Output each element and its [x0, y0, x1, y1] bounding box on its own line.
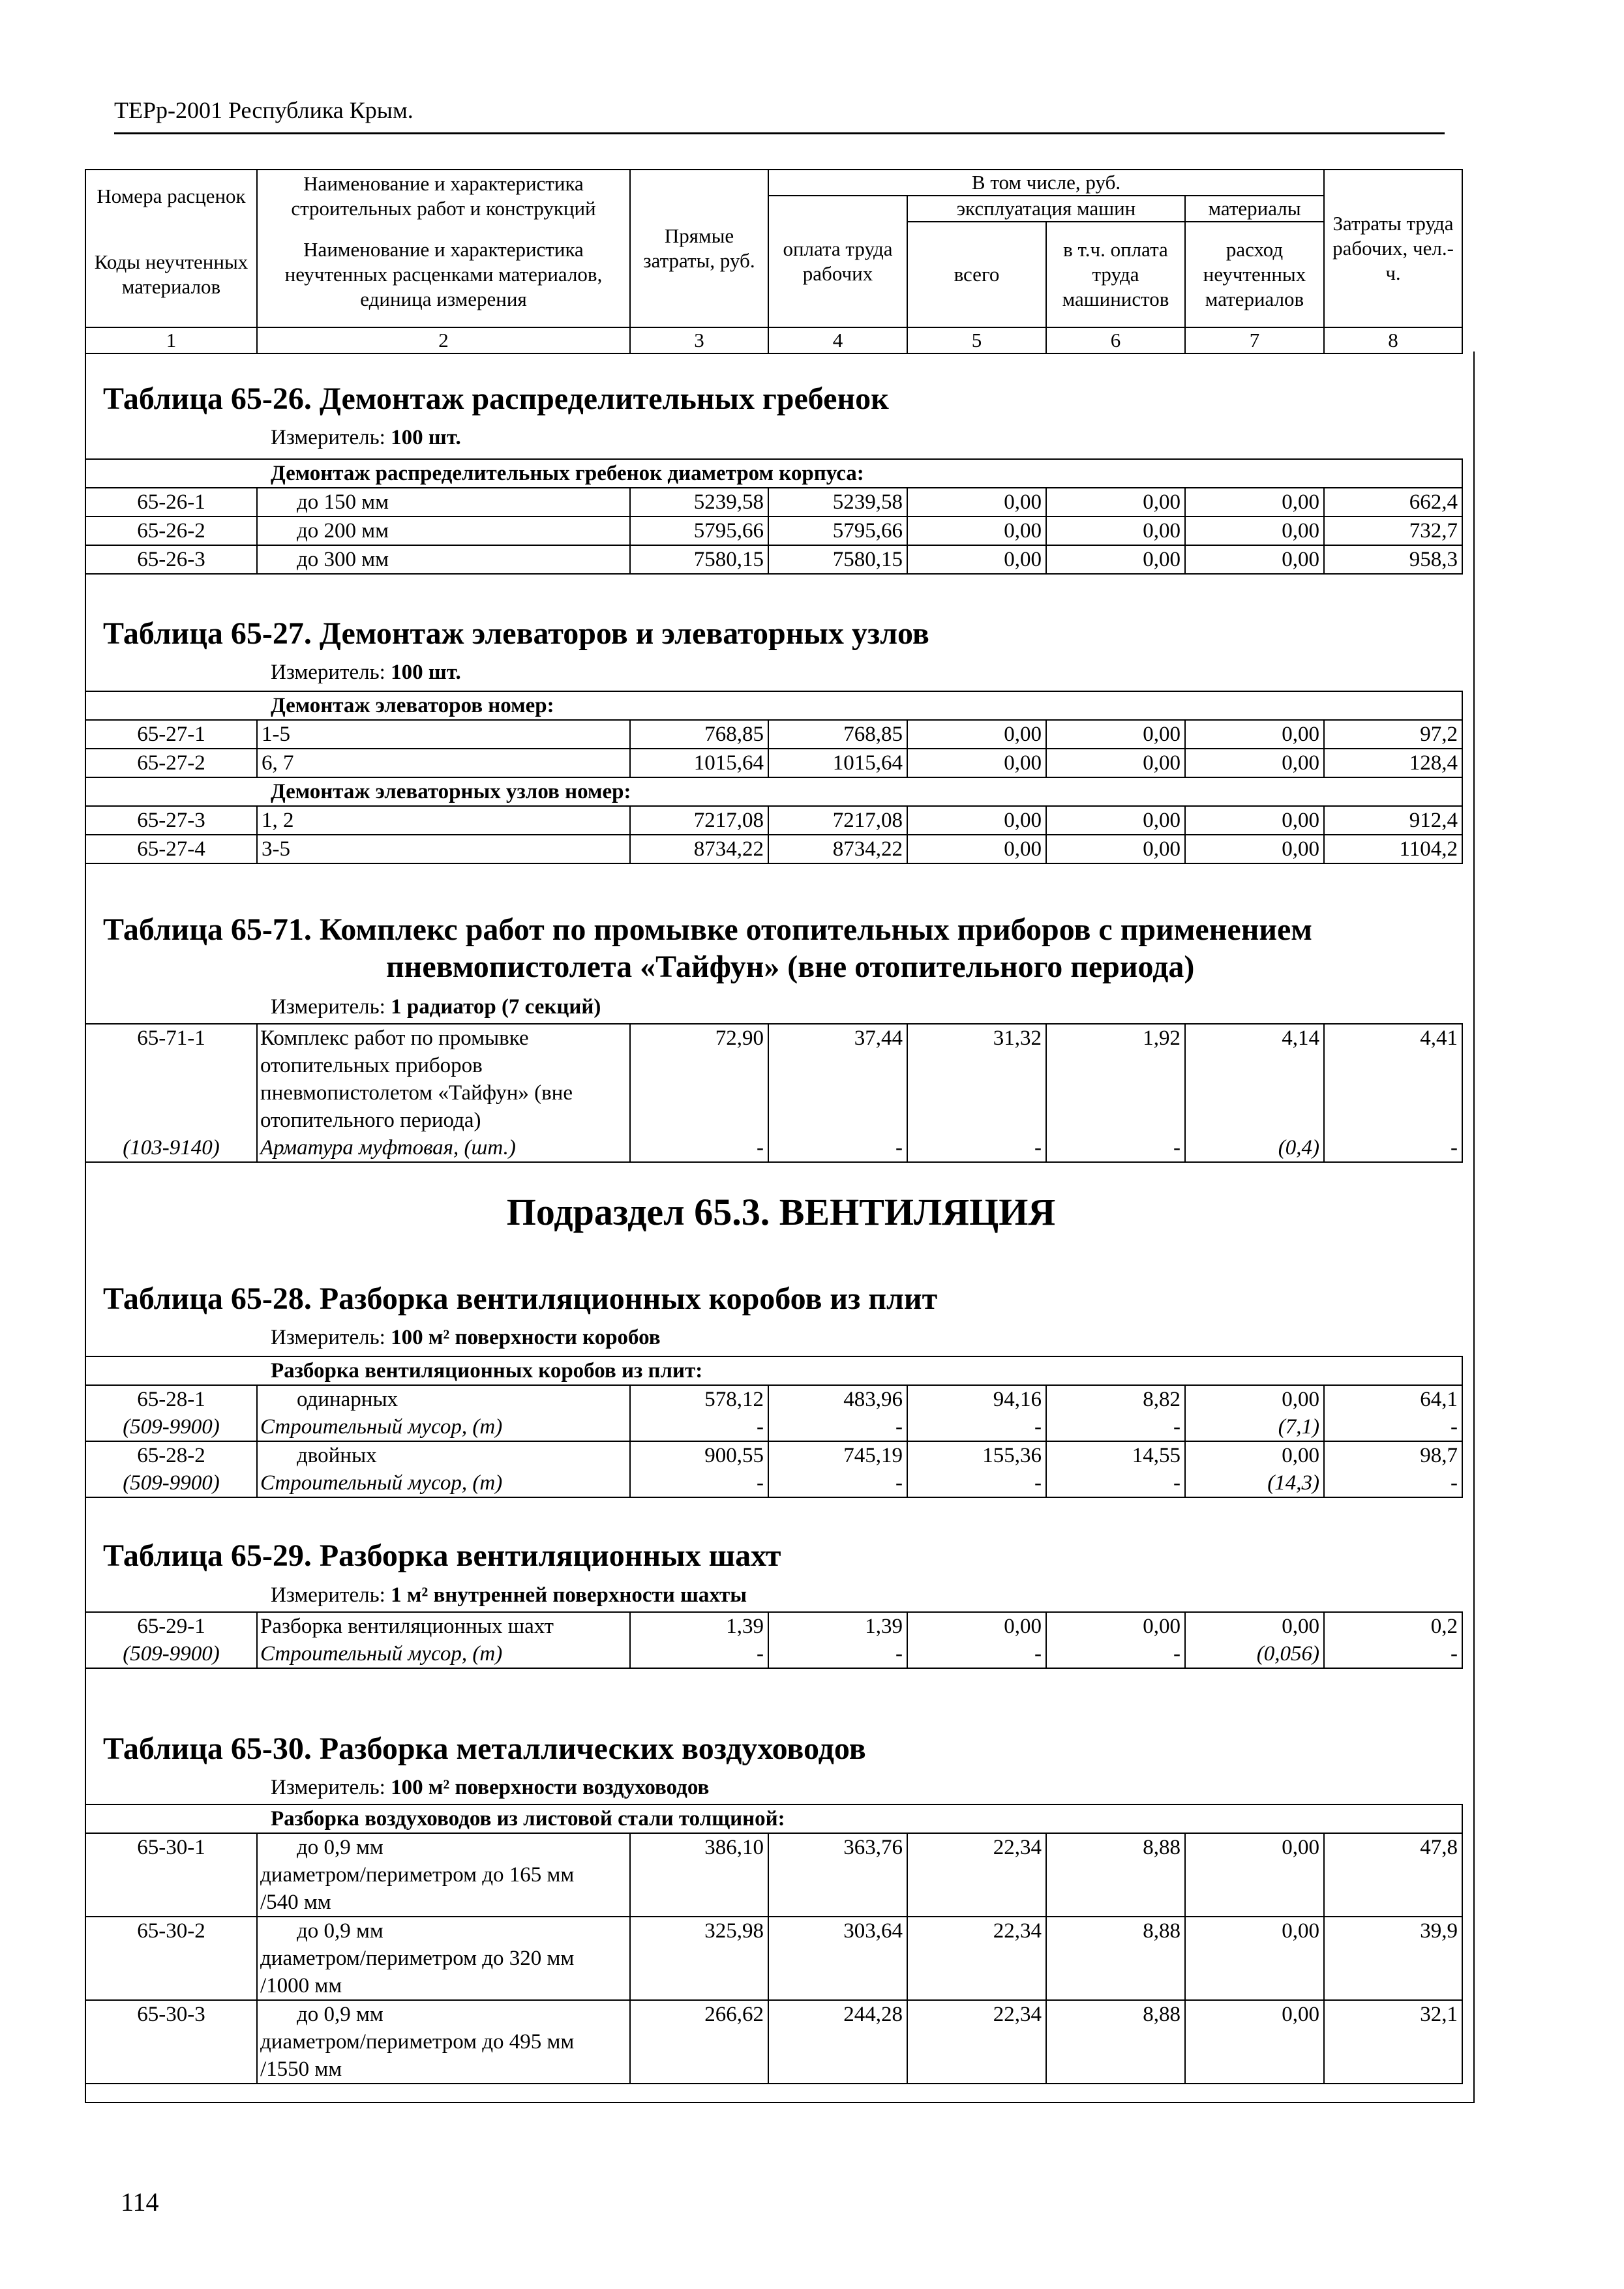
table-cell: 7580,15	[630, 545, 768, 574]
table-65-30	[85, 1804, 1463, 2084]
table-row	[85, 2000, 1462, 2084]
table-cell: 0,00	[1185, 2000, 1324, 2084]
document-header: ТЕРр-2001 Республика Крым.	[114, 97, 414, 123]
table-title: Таблица 65-26. Демонтаж распределительных гребенок	[103, 382, 889, 416]
table-cell: 64,1	[1324, 1385, 1462, 1413]
rate-code: 65-26-3	[85, 545, 257, 574]
col-machines: эксплуатация машин	[907, 196, 1185, 222]
material-code: (509-9900)	[85, 1640, 257, 1668]
table-cell: 5795,66	[630, 516, 768, 545]
table-row	[85, 488, 1462, 516]
table-cell: 745,19	[768, 1441, 907, 1469]
table-cell: -	[1046, 1413, 1185, 1441]
material-name: Строительный мусор, (т)	[257, 1640, 630, 1668]
rate-name: до 0,9 мм диаметром/периметром до 165 мм /540 мм	[257, 1833, 630, 1917]
col-number: 2	[257, 327, 630, 353]
table-65-27	[85, 691, 1463, 864]
table-cell: -	[907, 1134, 1046, 1162]
col-machines-labor: в т.ч. оплата труда машинистов	[1046, 222, 1185, 327]
table-cell: 5795,66	[768, 516, 907, 545]
table-cell: 7217,08	[768, 806, 907, 835]
table-cell: 912,4	[1324, 806, 1462, 835]
table-cell: 31,32	[907, 1024, 1046, 1134]
table-row	[85, 835, 1462, 863]
col-number: 5	[907, 327, 1046, 353]
table-cell: -	[630, 1640, 768, 1668]
table-cell: 1104,2	[1324, 835, 1462, 863]
table-cell: -	[1324, 1413, 1462, 1441]
table-cell: 578,12	[630, 1385, 768, 1413]
table-cell: 8,88	[1046, 1833, 1185, 1917]
rate-name: 1-5	[257, 720, 630, 749]
table-cell: 8,82	[1046, 1385, 1185, 1413]
material-row	[85, 1640, 1462, 1668]
table-cell: 0,00	[907, 1612, 1046, 1640]
rate-name: 3-5	[257, 835, 630, 863]
table-title-continued: пневмопистолета «Тайфун» (вне отопительного периода)	[386, 950, 1195, 984]
table-row	[85, 806, 1462, 835]
table-cell: 1,92	[1046, 1024, 1185, 1134]
rate-code: 65-29-1	[85, 1612, 257, 1640]
material-code: (103-9140)	[85, 1134, 257, 1162]
table-cell: 0,00	[1185, 1385, 1324, 1413]
table-65-71	[85, 1023, 1463, 1163]
table-meter: Измеритель: 100 м² поверхности воздуховодов	[271, 1776, 710, 1799]
table-cell: 0,00	[907, 806, 1046, 835]
col-codes-bottom: Коды неучтенных материалов	[85, 222, 257, 327]
table-cell: 8,88	[1046, 1917, 1185, 2000]
table-cell: 22,34	[907, 1833, 1046, 1917]
table-cell: 0,00	[907, 720, 1046, 749]
table-cell: 0,00	[907, 749, 1046, 777]
table-cell: 0,00	[1185, 1441, 1324, 1469]
table-cell: 0,2	[1324, 1612, 1462, 1640]
material-row	[85, 1413, 1462, 1441]
table-cell: 37,44	[768, 1024, 907, 1134]
table-cell: 386,10	[630, 1833, 768, 1917]
rate-name: Комплекс работ по промывке отопительных приборов пневмопистолетом «Тайфун» (вне отопительного периода)	[257, 1024, 630, 1134]
document-body	[85, 352, 1475, 2103]
material-name: Строительный мусор, (т)	[257, 1469, 630, 1497]
rate-code: 65-26-1	[85, 488, 257, 516]
table-cell: (14,3)	[1185, 1469, 1324, 1497]
col-number: 8	[1324, 327, 1462, 353]
table-cell: 0,00	[1046, 806, 1185, 835]
rate-code: 65-30-2	[85, 1917, 257, 2000]
col-name-bottom: Наименование и характеристика неучтенных расценками материалов, единица измерения	[257, 222, 630, 327]
table-cell: 5239,58	[630, 488, 768, 516]
table-cell: 1015,64	[630, 749, 768, 777]
table-cell: 325,98	[630, 1917, 768, 2000]
table-cell: 768,85	[630, 720, 768, 749]
table-cell: 7580,15	[768, 545, 907, 574]
table-cell: -	[1046, 1469, 1185, 1497]
group-heading: Демонтаж элеваторных узлов номер:	[85, 777, 1462, 806]
table-cell: -	[1046, 1134, 1185, 1162]
table-cell: 732,7	[1324, 516, 1462, 545]
table-65-26	[85, 458, 1463, 575]
col-number: 1	[85, 327, 257, 353]
table-cell: -	[1324, 1469, 1462, 1497]
rate-name: 6, 7	[257, 749, 630, 777]
table-row	[85, 720, 1462, 749]
group-heading: Разборка вентиляционных коробов из плит:	[85, 1356, 1462, 1385]
table-cell: 900,55	[630, 1441, 768, 1469]
table-65-28	[85, 1356, 1463, 1498]
table-title: Таблица 65-30. Разборка металлических воздуховодов	[103, 1731, 866, 1766]
table-row	[85, 1917, 1462, 2000]
table-cell: 0,00	[907, 835, 1046, 863]
rate-code: 65-30-3	[85, 2000, 257, 2084]
rate-name: до 0,9 мм диаметром/периметром до 495 мм /1550 мм	[257, 2000, 630, 2084]
col-labor-pay: оплата труда рабочих	[768, 196, 907, 327]
col-labor-cost: Затраты труда рабочих, чел.-ч.	[1324, 170, 1462, 327]
table-cell: 662,4	[1324, 488, 1462, 516]
table-cell: 5239,58	[768, 488, 907, 516]
table-cell: 1015,64	[768, 749, 907, 777]
rate-name: до 0,9 мм диаметром/периметром до 320 мм /1000 мм	[257, 1917, 630, 2000]
page-number: 114	[121, 2187, 159, 2217]
table-cell: 22,34	[907, 1917, 1046, 2000]
group-heading: Демонтаж элеваторов номер:	[85, 691, 1462, 720]
table-cell: -	[630, 1134, 768, 1162]
table-cell: 0,00	[907, 488, 1046, 516]
table-cell: 47,8	[1324, 1833, 1462, 1917]
table-cell: 155,36	[907, 1441, 1046, 1469]
table-cell: -	[907, 1640, 1046, 1668]
rate-code: 65-28-1	[85, 1385, 257, 1413]
table-cell: 4,14	[1185, 1024, 1324, 1134]
col-number: 4	[768, 327, 907, 353]
table-row	[85, 1441, 1462, 1469]
table-row	[85, 1024, 1462, 1134]
table-cell: -	[1324, 1640, 1462, 1668]
table-cell: -	[1324, 1134, 1462, 1162]
table-cell: 94,16	[907, 1385, 1046, 1413]
col-number: 7	[1185, 327, 1324, 353]
rate-code: 65-26-2	[85, 516, 257, 545]
col-materials-unaccounted: расход неучтенных материалов	[1185, 222, 1324, 327]
material-row	[85, 1469, 1462, 1497]
table-cell: 0,00	[1185, 516, 1324, 545]
table-meter: Измеритель: 1 радиатор (7 секций)	[271, 995, 601, 1019]
table-cell: 0,00	[907, 545, 1046, 574]
table-row	[85, 1385, 1462, 1413]
table-title: Таблица 65-71. Комплекс работ по промывке отопительных приборов с применением	[103, 912, 1312, 947]
table-cell: 0,00	[1046, 1612, 1185, 1640]
rate-code: 65-27-4	[85, 835, 257, 863]
table-title: Таблица 65-28. Разборка вентиляционных коробов из плит	[103, 1281, 938, 1316]
table-cell: 8734,22	[768, 835, 907, 863]
rate-code: 65-30-1	[85, 1833, 257, 1917]
rate-name: двойных	[257, 1441, 630, 1469]
rate-code: 65-27-2	[85, 749, 257, 777]
col-materials: материалы	[1185, 196, 1324, 222]
table-cell: 768,85	[768, 720, 907, 749]
table-cell: 98,7	[1324, 1441, 1462, 1469]
table-cell: -	[907, 1413, 1046, 1441]
table-cell: 1,39	[768, 1612, 907, 1640]
table-cell: 8,88	[1046, 2000, 1185, 2084]
table-cell: 958,3	[1324, 545, 1462, 574]
table-cell: 0,00	[1185, 488, 1324, 516]
table-title: Таблица 65-29. Разборка вентиляционных шахт	[103, 1538, 781, 1573]
material-name: Строительный мусор, (т)	[257, 1413, 630, 1441]
rate-name: до 300 мм	[257, 545, 630, 574]
col-number: 6	[1046, 327, 1185, 353]
table-title: Таблица 65-27. Демонтаж элеваторов и элеваторных узлов	[103, 616, 929, 651]
col-including: В том числе, руб.	[768, 170, 1324, 196]
material-row	[85, 1134, 1462, 1162]
rate-name: до 150 мм	[257, 488, 630, 516]
table-cell: 303,64	[768, 1917, 907, 2000]
col-number: 3	[630, 327, 768, 353]
table-cell: 0,00	[1046, 720, 1185, 749]
table-cell: 39,9	[1324, 1917, 1462, 2000]
table-cell: 7217,08	[630, 806, 768, 835]
subsection-title: Подраздел 65.3. ВЕНТИЛЯЦИЯ	[506, 1191, 1056, 1233]
rate-name: 1, 2	[257, 806, 630, 835]
table-cell: -	[1046, 1640, 1185, 1668]
table-cell: 97,2	[1324, 720, 1462, 749]
table-cell: (0,056)	[1185, 1640, 1324, 1668]
material-name: Арматура муфтовая, (шт.)	[257, 1134, 630, 1162]
table-cell: 0,00	[1046, 488, 1185, 516]
table-cell: 0,00	[1046, 516, 1185, 545]
table-cell: 0,00	[1046, 749, 1185, 777]
table-row	[85, 545, 1462, 574]
table-cell: 14,55	[1046, 1441, 1185, 1469]
table-cell: -	[768, 1640, 907, 1668]
table-cell: -	[630, 1413, 768, 1441]
table-cell: 0,00	[1046, 545, 1185, 574]
table-cell: -	[630, 1469, 768, 1497]
table-cell: 0,00	[1185, 1917, 1324, 2000]
table-cell: 32,1	[1324, 2000, 1462, 2084]
rate-code: 65-28-2	[85, 1441, 257, 1469]
table-row	[85, 1612, 1462, 1640]
table-cell: 483,96	[768, 1385, 907, 1413]
table-cell: 363,76	[768, 1833, 907, 1917]
table-cell: 0,00	[1185, 1833, 1324, 1917]
material-code: (509-9900)	[85, 1469, 257, 1497]
table-meter: Измеритель: 1 м² внутренней поверхности шахты	[271, 1583, 747, 1607]
table-cell: -	[768, 1469, 907, 1497]
rate-code: 65-71-1	[85, 1024, 257, 1134]
table-cell: 244,28	[768, 2000, 907, 2084]
column-header-table	[85, 169, 1463, 354]
table-cell: 1,39	[630, 1612, 768, 1640]
material-code: (509-9900)	[85, 1413, 257, 1441]
table-cell: 0,00	[1185, 545, 1324, 574]
rate-name: одинарных	[257, 1385, 630, 1413]
table-cell: -	[768, 1413, 907, 1441]
table-cell: 128,4	[1324, 749, 1462, 777]
group-heading: Демонтаж распределительных гребенок диаметром корпуса:	[85, 459, 1462, 488]
col-name-top: Наименование и характеристика строительных работ и конструкций	[257, 170, 630, 222]
group-heading: Разборка воздуховодов из листовой стали толщиной:	[85, 1804, 1462, 1833]
table-cell: 72,90	[630, 1024, 768, 1134]
table-cell: 0,00	[907, 516, 1046, 545]
table-cell: 266,62	[630, 2000, 768, 2084]
table-meter: Измеритель: 100 шт.	[271, 661, 461, 684]
rate-name: Разборка вентиляционных шахт	[257, 1612, 630, 1640]
table-cell: 0,00	[1046, 835, 1185, 863]
header-rule	[114, 132, 1445, 134]
table-65-29	[85, 1611, 1463, 1669]
rate-code: 65-27-1	[85, 720, 257, 749]
table-cell: 22,34	[907, 2000, 1046, 2084]
table-cell: 4,41	[1324, 1024, 1462, 1134]
table-meter: Измеритель: 100 шт.	[271, 426, 461, 449]
table-row	[85, 1833, 1462, 1917]
table-row	[85, 516, 1462, 545]
table-cell: 8734,22	[630, 835, 768, 863]
table-row	[85, 749, 1462, 777]
table-cell: 0,00	[1185, 835, 1324, 863]
col-direct-costs: Прямые затраты, руб.	[630, 170, 768, 327]
table-cell: 0,00	[1185, 749, 1324, 777]
col-machines-total: всего	[907, 222, 1046, 327]
rate-name: до 200 мм	[257, 516, 630, 545]
table-meter: Измеритель: 100 м² поверхности коробов	[271, 1326, 661, 1349]
table-cell: 0,00	[1185, 1612, 1324, 1640]
table-cell: (7,1)	[1185, 1413, 1324, 1441]
table-cell: 0,00	[1185, 720, 1324, 749]
rate-code: 65-27-3	[85, 806, 257, 835]
table-cell: -	[768, 1134, 907, 1162]
table-cell: -	[907, 1469, 1046, 1497]
table-cell: 0,00	[1185, 806, 1324, 835]
col-codes-top: Номера расценок	[85, 170, 257, 222]
table-cell: (0,4)	[1185, 1134, 1324, 1162]
